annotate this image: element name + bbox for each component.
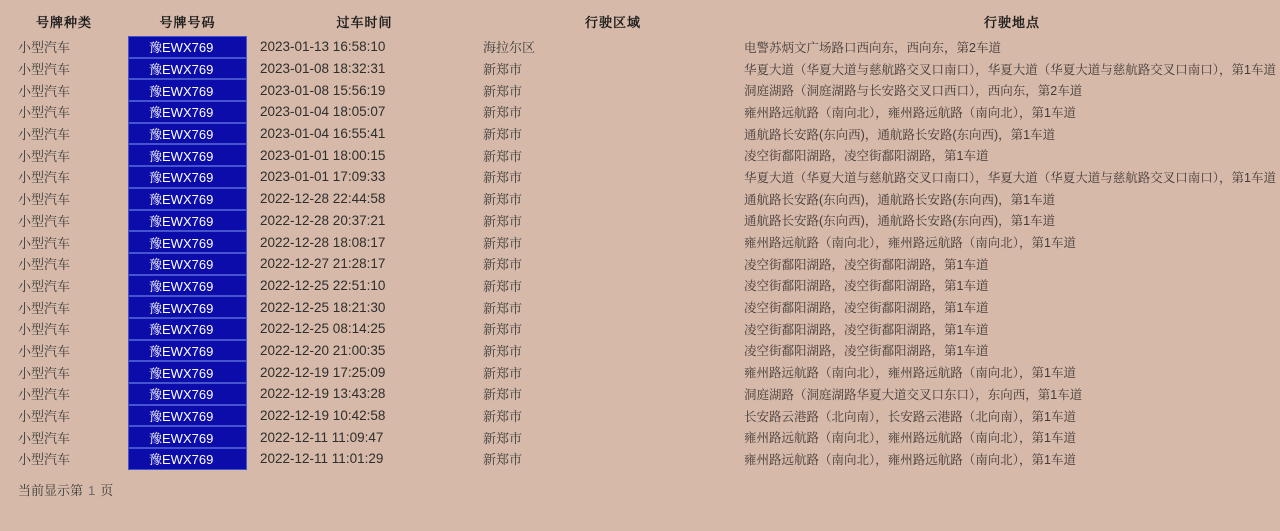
driving-location-cell: 雍州路远航路（南向北），雍州路远航路（南向北），第1车道 bbox=[744, 366, 1076, 381]
header-plate-number: 号牌号码 bbox=[159, 14, 216, 30]
pass-time-cell: 2022-12-19 13:43:28 bbox=[260, 386, 386, 402]
page-indicator-suffix: 页 bbox=[100, 483, 114, 498]
plate-number-badge[interactable]: 豫EWX769 bbox=[128, 296, 247, 318]
table-row bbox=[0, 123, 1280, 145]
driving-location-cell: 电警苏炳文广场路口西向东，西向东，第2车道 bbox=[744, 40, 1001, 55]
page-indicator-prefix: 当前显示第 bbox=[18, 483, 84, 498]
pass-time-cell: 2023-01-01 18:00:15 bbox=[260, 147, 386, 163]
driving-region-cell: 新郑市 bbox=[483, 343, 523, 359]
pass-time-cell: 2022-12-25 18:21:30 bbox=[260, 299, 386, 315]
plate-number-badge[interactable]: 豫EWX769 bbox=[128, 36, 247, 58]
header-driving-region: 行驶区域 bbox=[584, 14, 641, 30]
plate-number-badge[interactable]: 豫EWX769 bbox=[128, 101, 247, 123]
plate-number-badge[interactable]: 豫EWX769 bbox=[128, 188, 247, 210]
pass-time-cell: 2022-12-25 22:51:10 bbox=[260, 277, 386, 293]
plate-type-cell: 小型汽车 bbox=[18, 343, 71, 359]
plate-number-badge[interactable]: 豫EWX769 bbox=[128, 405, 247, 427]
plate-type-cell: 小型汽车 bbox=[18, 235, 71, 251]
driving-region-cell: 新郑市 bbox=[483, 365, 523, 381]
page-number: 1 bbox=[88, 483, 96, 498]
pass-time-cell: 2022-12-27 21:28:17 bbox=[260, 256, 386, 272]
plate-number-badge[interactable]: 豫EWX769 bbox=[128, 79, 247, 101]
pass-time-cell: 2023-01-04 18:05:07 bbox=[260, 104, 386, 120]
plate-type-cell: 小型汽车 bbox=[18, 127, 71, 143]
driving-region-cell: 新郑市 bbox=[483, 452, 523, 468]
pass-time-cell: 2022-12-28 20:37:21 bbox=[260, 212, 386, 228]
driving-region-cell: 新郑市 bbox=[483, 278, 523, 294]
plate-type-cell: 小型汽车 bbox=[18, 278, 71, 294]
driving-location-cell: 凌空街鄱阳湖路，凌空街鄱阳湖路，第1车道 bbox=[744, 322, 989, 337]
plate-number-badge[interactable]: 豫EWX769 bbox=[128, 383, 247, 405]
table-row bbox=[0, 210, 1280, 232]
plate-number-badge[interactable]: 豫EWX769 bbox=[128, 448, 247, 470]
plate-type-cell: 小型汽车 bbox=[18, 409, 71, 425]
table-row bbox=[0, 448, 1280, 470]
driving-location-cell: 通航路长安路(东向西)，通航路长安路(东向西)，第1车道 bbox=[744, 214, 1056, 229]
table-row bbox=[0, 383, 1280, 405]
plate-number-badge[interactable]: 豫EWX769 bbox=[128, 426, 247, 448]
plate-type-cell: 小型汽车 bbox=[18, 192, 71, 208]
driving-location-cell: 雍州路远航路（南向北），雍州路远航路（南向北），第1车道 bbox=[744, 431, 1076, 446]
driving-region-cell: 新郑市 bbox=[483, 387, 523, 403]
plate-number-badge[interactable]: 豫EWX769 bbox=[128, 123, 247, 145]
driving-region-cell: 新郑市 bbox=[483, 322, 523, 338]
driving-region-cell: 新郑市 bbox=[483, 409, 523, 425]
plate-type-cell: 小型汽车 bbox=[18, 83, 71, 99]
pass-time-cell: 2022-12-20 21:00:35 bbox=[260, 342, 386, 358]
plate-number-badge[interactable]: 豫EWX769 bbox=[128, 166, 247, 188]
table-row bbox=[0, 318, 1280, 340]
plate-number-badge[interactable]: 豫EWX769 bbox=[128, 318, 247, 340]
table-row bbox=[0, 144, 1280, 166]
pass-time-cell: 2023-01-08 18:32:31 bbox=[260, 61, 386, 77]
plate-type-cell: 小型汽车 bbox=[18, 452, 71, 468]
plate-type-cell: 小型汽车 bbox=[18, 62, 71, 78]
driving-region-cell: 新郑市 bbox=[483, 170, 523, 186]
driving-location-cell: 华夏大道（华夏大道与慈航路交叉口南口），华夏大道（华夏大道与慈航路交叉口南口），第1车道 bbox=[744, 170, 1276, 185]
pass-time-cell: 2022-12-25 08:14:25 bbox=[260, 321, 386, 337]
table-row bbox=[0, 296, 1280, 318]
driving-location-cell: 洞庭湖路（洞庭湖路与长安路交叉口西口），西向东，第2车道 bbox=[744, 84, 1083, 99]
driving-region-cell: 新郑市 bbox=[483, 62, 523, 78]
driving-location-cell: 通航路长安路(东向西)，通航路长安路(东向西)，第1车道 bbox=[744, 192, 1056, 207]
driving-region-cell: 新郑市 bbox=[483, 300, 523, 316]
plate-type-cell: 小型汽车 bbox=[18, 213, 71, 229]
driving-region-cell: 新郑市 bbox=[483, 192, 523, 208]
header-pass-time: 过车时间 bbox=[336, 14, 393, 30]
plate-number-badge[interactable]: 豫EWX769 bbox=[128, 340, 247, 362]
driving-region-cell: 海拉尔区 bbox=[483, 40, 536, 56]
plate-type-cell: 小型汽车 bbox=[18, 322, 71, 338]
pass-time-cell: 2022-12-28 22:44:58 bbox=[260, 191, 386, 207]
plate-number-badge[interactable]: 豫EWX769 bbox=[128, 144, 247, 166]
driving-region-cell: 新郑市 bbox=[483, 257, 523, 273]
driving-location-cell: 通航路长安路(东向西)，通航路长安路(东向西)，第1车道 bbox=[744, 127, 1056, 142]
table-row bbox=[0, 426, 1280, 448]
table-body bbox=[0, 36, 1280, 470]
driving-location-cell: 长安路云港路（北向南），长安路云港路（北向南），第1车道 bbox=[744, 409, 1076, 424]
driving-location-cell: 凌空街鄱阳湖路，凌空街鄱阳湖路，第1车道 bbox=[744, 344, 989, 359]
table-row bbox=[0, 231, 1280, 253]
driving-location-cell: 洞庭湖路（洞庭湖路华夏大道交叉口东口），东向西，第1车道 bbox=[744, 387, 1083, 402]
driving-location-cell: 凌空街鄱阳湖路，凌空街鄱阳湖路，第1车道 bbox=[744, 149, 989, 164]
driving-location-cell: 凌空街鄱阳湖路，凌空街鄱阳湖路，第1车道 bbox=[744, 257, 989, 272]
plate-number-badge[interactable]: 豫EWX769 bbox=[128, 361, 247, 383]
driving-region-cell: 新郑市 bbox=[483, 83, 523, 99]
header-driving-location: 行驶地点 bbox=[983, 14, 1040, 30]
plate-type-cell: 小型汽车 bbox=[18, 387, 71, 403]
table-row bbox=[0, 101, 1280, 123]
driving-location-cell: 雍州路远航路（南向北），雍州路远航路（南向北），第1车道 bbox=[744, 236, 1076, 251]
table-row bbox=[0, 188, 1280, 210]
driving-region-cell: 新郑市 bbox=[483, 105, 523, 121]
table-header-row bbox=[0, 0, 1280, 36]
plate-number-badge[interactable]: 豫EWX769 bbox=[128, 58, 247, 80]
pass-time-cell: 2023-01-04 16:55:41 bbox=[260, 126, 386, 142]
pass-time-cell: 2023-01-08 15:56:19 bbox=[260, 82, 386, 98]
pass-time-cell: 2022-12-11 11:01:29 bbox=[260, 451, 384, 467]
driving-location-cell: 凌空街鄱阳湖路，凌空街鄱阳湖路，第1车道 bbox=[744, 301, 989, 316]
pass-time-cell: 2022-12-19 17:25:09 bbox=[260, 364, 386, 380]
plate-type-cell: 小型汽车 bbox=[18, 170, 71, 186]
plate-number-badge[interactable]: 豫EWX769 bbox=[128, 275, 247, 297]
driving-region-cell: 新郑市 bbox=[483, 148, 523, 164]
pass-time-cell: 2023-01-01 17:09:33 bbox=[260, 169, 386, 185]
plate-type-cell: 小型汽车 bbox=[18, 40, 71, 56]
plate-number-badge[interactable]: 豫EWX769 bbox=[128, 210, 247, 232]
pass-time-cell: 2022-12-19 10:42:58 bbox=[260, 408, 386, 424]
plate-type-cell: 小型汽车 bbox=[18, 105, 71, 121]
pass-time-cell: 2022-12-11 11:09:47 bbox=[260, 429, 384, 445]
table-row bbox=[0, 253, 1280, 275]
plate-type-cell: 小型汽车 bbox=[18, 365, 71, 381]
driving-region-cell: 新郑市 bbox=[483, 235, 523, 251]
plate-type-cell: 小型汽车 bbox=[18, 148, 71, 164]
plate-type-cell: 小型汽车 bbox=[18, 300, 71, 316]
table-row bbox=[0, 405, 1280, 427]
driving-region-cell: 新郑市 bbox=[483, 430, 523, 446]
driving-location-cell: 凌空街鄱阳湖路，凌空街鄱阳湖路，第1车道 bbox=[744, 279, 989, 294]
table-row bbox=[0, 36, 1280, 58]
table-row bbox=[0, 275, 1280, 297]
driving-region-cell: 新郑市 bbox=[483, 213, 523, 229]
pass-time-cell: 2023-01-13 16:58:10 bbox=[260, 39, 386, 55]
plate-number-badge[interactable]: 豫EWX769 bbox=[128, 253, 247, 275]
table-row bbox=[0, 79, 1280, 101]
table-row bbox=[0, 340, 1280, 362]
driving-location-cell: 雍州路远航路（南向北），雍州路远航路（南向北），第1车道 bbox=[744, 105, 1076, 120]
header-plate-type: 号牌种类 bbox=[35, 14, 92, 30]
driving-region-cell: 新郑市 bbox=[483, 127, 523, 143]
plate-type-cell: 小型汽车 bbox=[18, 430, 71, 446]
pass-time-cell: 2022-12-28 18:08:17 bbox=[260, 234, 386, 250]
driving-location-cell: 华夏大道（华夏大道与慈航路交叉口南口），华夏大道（华夏大道与慈航路交叉口南口），第1车道 bbox=[744, 62, 1276, 77]
driving-location-cell: 雍州路远航路（南向北），雍州路远航路（南向北），第1车道 bbox=[744, 452, 1076, 467]
plate-type-cell: 小型汽车 bbox=[18, 257, 71, 273]
plate-number-badge[interactable]: 豫EWX769 bbox=[128, 231, 247, 253]
table-row bbox=[0, 361, 1280, 383]
table-row bbox=[0, 166, 1280, 188]
table-row bbox=[0, 58, 1280, 80]
page-indicator bbox=[18, 480, 113, 499]
